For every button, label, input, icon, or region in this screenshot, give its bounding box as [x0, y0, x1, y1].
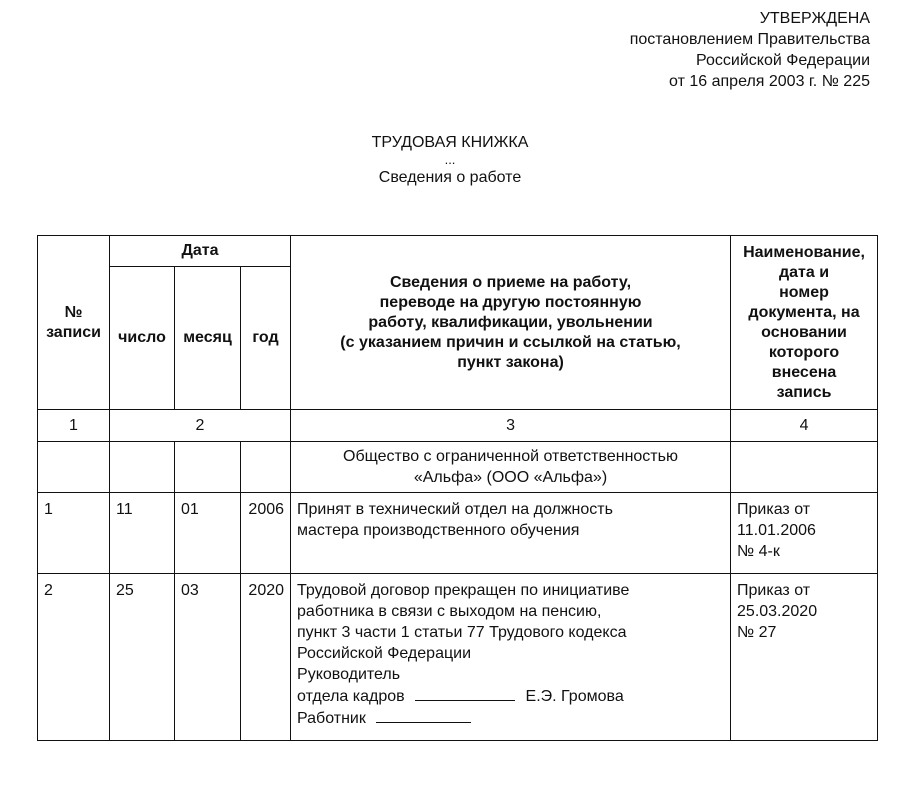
column-numbers-row [38, 410, 878, 442]
record-no: 2 [38, 574, 110, 741]
header-work-info: Сведения о приеме на работу, переводе на другую постоянную работу, квалификации, увольнении (с указанием причин и ссылкой на статью, пункт закона) [291, 236, 731, 410]
column-number: 1 [38, 410, 110, 442]
section-title: Сведения о работе [378, 169, 522, 186]
header-month: месяц [175, 267, 241, 410]
title-main: ТРУДОВАЯ КНИЖКА [371, 134, 529, 151]
work-records-table [37, 235, 878, 741]
record-month: 01 [175, 493, 241, 574]
approval-line: УТВЕРЖДЕНА [759, 10, 870, 27]
record-day: 11 [110, 493, 175, 574]
record-document: Приказ от 11.01.2006 № 4-к [731, 493, 878, 574]
table-row [38, 493, 878, 574]
worker-signature-blank [376, 707, 471, 723]
organization-name: Общество с ограниченной ответственностью «Альфа» (ООО «Альфа») [291, 442, 731, 493]
header-record-no: № записи [38, 236, 110, 410]
worker-signature-label: Работник [297, 710, 366, 727]
record-year: 2020 [241, 574, 291, 741]
hr-signature-name: Е.Э. Громова [525, 688, 624, 705]
record-day: 25 [110, 574, 175, 741]
header-year: год [241, 267, 291, 410]
header-day: число [110, 267, 175, 410]
record-year: 2006 [241, 493, 291, 574]
record-document: Приказ от 25.03.2020 № 27 [731, 574, 878, 741]
record-no: 1 [38, 493, 110, 574]
column-number: 2 [110, 410, 291, 442]
record-info: Трудовой договор прекращен по инициативе работника в связи с выходом на пенсию, пункт 3 части 1 статьи 77 Трудового кодекса Российской Федерации Руководитель отдела кадров Е.Э. Громова Работник [291, 574, 731, 741]
document-title [0, 132, 900, 188]
approval-line: Российской Федерации [696, 52, 870, 69]
approval-line: от 16 апреля 2003 г. № 225 [669, 73, 870, 90]
column-number: 3 [291, 410, 731, 442]
record-month: 03 [175, 574, 241, 741]
organization-row [38, 442, 878, 493]
table-row [38, 574, 878, 741]
record-info: Принят в технический отдел на должность мастера производственного обучения [291, 493, 731, 574]
hr-signature-blank [415, 685, 515, 701]
worker-signature-line [297, 707, 724, 729]
title-ellipsis: ... [444, 152, 456, 167]
header-document: Наименование, дата и номер документа, на основании которого внесена запись [731, 236, 878, 410]
column-number: 4 [731, 410, 878, 442]
header-date: Дата [110, 236, 291, 267]
approval-stamp [630, 8, 870, 92]
hr-signature-label: отдела кадров [297, 688, 405, 705]
approval-line: постановлением Правительства [629, 31, 870, 48]
hr-signature-line [297, 685, 724, 707]
